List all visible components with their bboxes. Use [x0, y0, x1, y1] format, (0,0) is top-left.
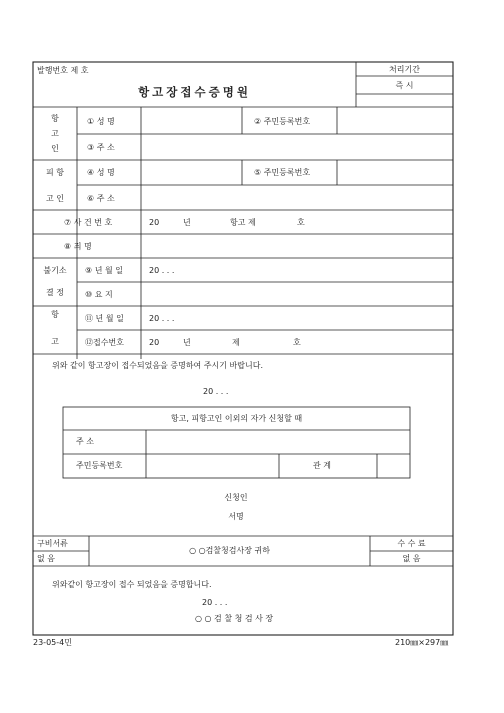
charge-field[interactable] — [142, 235, 452, 257]
appellee-id-label: ⑤ 주민등록번호 — [254, 168, 311, 177]
appellee-name-label: ④ 성 명 — [87, 168, 115, 177]
decision-date-value: 20 . . . — [149, 266, 175, 275]
fee-value: 없 음 — [402, 554, 421, 563]
documents-value: 없 음 — [37, 554, 55, 563]
third-party-id-label: 주민등록번호 — [76, 461, 123, 470]
addressee: ○ ○검찰청검사장 귀하 — [189, 546, 270, 555]
case-number-appeal: 항고 제 — [230, 218, 256, 227]
issue-number: 발행번호 제 호 — [37, 66, 89, 75]
appeal-date-value: 20 . . . — [149, 314, 175, 323]
appellee-label-2: 고 인 — [46, 194, 64, 203]
appellant-id-field[interactable] — [338, 108, 452, 133]
decision-label-1: 불기소 — [43, 266, 67, 275]
form-number: 23-05-4민 — [33, 638, 72, 647]
appellant-address-field[interactable] — [142, 135, 452, 159]
request-date: 20 . . . — [203, 387, 229, 396]
certification-statement: 위와같이 항고장이 접수 되었음을 증명합니다. — [52, 580, 212, 589]
third-party-address-label: 주 소 — [76, 437, 94, 446]
processing-period-value: 즉 시 — [395, 81, 414, 90]
third-party-relation-field[interactable] — [378, 455, 409, 477]
appellee-id-field[interactable] — [338, 161, 452, 184]
receipt-number-mid: 제 — [232, 338, 240, 347]
appeal-date-label: ⑪ 년 월 일 — [85, 314, 124, 323]
appeal-label-1: 항 — [51, 310, 59, 319]
receipt-number-label: ⑫접수번호 — [85, 338, 124, 347]
page-title: 항고장접수증명원 — [138, 85, 251, 99]
decision-summary-field[interactable] — [142, 283, 452, 305]
appellee-address-field[interactable] — [142, 186, 452, 209]
request-statement: 위와 같이 항고장이 접수되었음을 증명하여 주시기 바랍니다. — [52, 361, 263, 370]
charge-label: ⑧ 죄 명 — [64, 242, 92, 251]
appellant-label-2: 고 — [51, 129, 59, 138]
appellant-name-field[interactable] — [142, 108, 241, 133]
appellant-name-label: ① 성 명 — [87, 117, 115, 126]
receipt-number-unit: 호 — [293, 338, 301, 347]
case-number-label: ⑦ 사 건 번 호 — [64, 218, 113, 227]
case-number-unit: 호 — [297, 218, 305, 227]
receipt-number-year: 20 — [149, 338, 160, 347]
applicant-label: 신청인 — [224, 493, 248, 502]
third-party-address-field[interactable] — [147, 431, 409, 453]
documents-label: 구비서류 — [37, 539, 68, 548]
appellant-label-1: 항 — [51, 114, 59, 123]
third-party-relation-label: 관 계 — [313, 461, 331, 470]
decision-summary-label: ⑩ 요 지 — [85, 290, 113, 299]
paper-size: 210㎜×297㎜ — [395, 638, 449, 647]
decision-label-2: 결 정 — [46, 288, 64, 297]
appeal-label-2: 고 — [51, 337, 59, 346]
third-party-title: 항고, 피항고인 이외의 자가 신청할 때 — [170, 414, 303, 423]
appellee-label-1: 피 항 — [46, 168, 64, 177]
processing-period-label: 처리기간 — [389, 65, 420, 74]
certification-signer: ○ ○ 검 찰 청 검 사 장 — [195, 614, 274, 623]
decision-date-label: ⑨ 년 월 일 — [85, 266, 123, 275]
appellant-id-label: ② 주민등록번호 — [254, 117, 311, 126]
case-number-year-unit: 년 — [183, 218, 191, 227]
signature-label: 서명 — [228, 512, 244, 521]
fee-label: 수 수 료 — [397, 539, 426, 548]
receipt-number-year-unit: 년 — [183, 338, 191, 347]
case-number-year: 20 — [149, 218, 160, 227]
appellant-address-label: ③ 주 소 — [87, 143, 115, 152]
third-party-id-field[interactable] — [147, 455, 278, 477]
certification-date: 20 . . . — [202, 598, 228, 607]
appellee-address-label: ⑥ 주 소 — [87, 194, 115, 203]
appellee-name-field[interactable] — [142, 161, 241, 184]
appellant-label-3: 인 — [51, 144, 59, 153]
